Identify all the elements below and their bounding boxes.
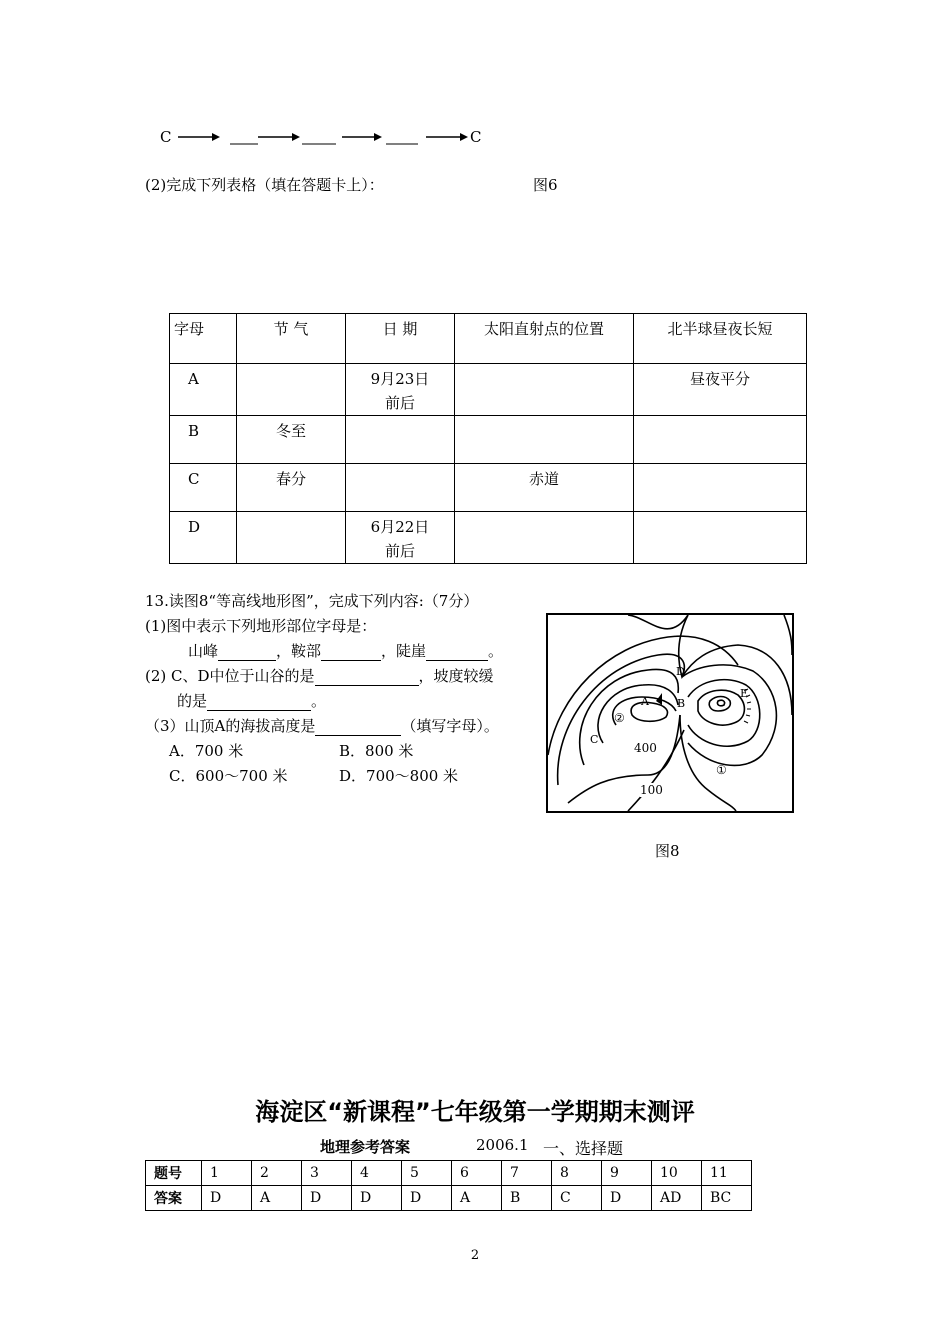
cell-position [455,416,634,464]
cell-position [455,364,634,416]
contour-label-100: 100 [640,783,663,797]
table-row [170,464,807,512]
q13-part2: (2) C、D中位于山谷的是 ，坡度较缓 [145,667,494,685]
cell-position: 赤道 [455,464,634,512]
cell-term [237,364,346,416]
q13-part1-items: 山峰 ，鞍部 ，陡崖 。 [188,642,504,660]
q12-part2-text: (2)完成下列表格（填在答题卡上）： [145,176,384,194]
number-cell: 1 [202,1161,252,1186]
answer-value-row [146,1186,752,1211]
answer-section-heading: 一、选择题 [543,1139,624,1158]
cell-letter: C [170,464,237,512]
number-cell: 3 [302,1161,352,1186]
figure-8-caption: 图8 [655,842,680,860]
answer-cell: AD [652,1186,702,1211]
answer-cell: B [502,1186,552,1211]
answer-cell: C [552,1186,602,1211]
cell-daylength [634,464,807,512]
page-number: 2 [470,1248,480,1263]
option-d: D．700～800 米 [339,767,459,785]
header-position: 太阳直射点的位置 [455,314,634,364]
answer-number-row [146,1161,752,1186]
cell-letter: D [170,512,237,564]
number-cell: 6 [452,1161,502,1186]
option-c: C．600～700 米 [169,767,288,785]
number-cell: 4 [352,1161,402,1186]
answer-date: 2006.1 [476,1136,529,1154]
arrow-sequence [160,128,500,148]
contour-label-400: 400 [634,741,657,755]
cell-date: 6月22日 前后 [346,512,455,564]
answer-cell: D [302,1186,352,1211]
q13-intro: 13.读图8“等高线地形图”，完成下列内容:（7分） [145,592,479,610]
map-label-b: B [677,697,686,710]
number-cell: 7 [502,1161,552,1186]
map-label-c: C [590,733,599,746]
contour-map [546,613,794,813]
answer-table [145,1160,752,1211]
cell-position [455,512,634,564]
number-cell: 11 [702,1161,752,1186]
cell-letter: A [170,364,237,416]
cell-letter: B [170,416,237,464]
number-cell: 5 [402,1161,452,1186]
contour-lines [548,615,792,811]
cell-term [237,512,346,564]
answer-cell: A [452,1186,502,1211]
table-row [170,512,807,564]
cell-daylength: 昼夜平分 [634,364,807,416]
cell-daylength [634,512,807,564]
answer-cell: A [252,1186,302,1211]
number-cell: 2 [252,1161,302,1186]
answer-section-title: 海淀区“新课程”七年级第一学期期末测评 [255,1098,695,1126]
map-label-e: E [740,687,749,700]
map-label-a: A [641,695,649,708]
cell-term: 春分 [237,464,346,512]
answer-cell: D [402,1186,452,1211]
solar-terms-table [169,313,807,564]
row-header-answer: 答案 [146,1186,202,1211]
answer-cell: D [202,1186,252,1211]
table-row [170,416,807,464]
row-header-number: 题号 [146,1161,202,1186]
header-date: 日 期 [346,314,455,364]
cell-date [346,416,455,464]
q13-part1: (1)图中表示下列地形部位字母是： [145,617,377,635]
answer-subtitle: 地理参考答案 [320,1138,411,1156]
answer-cell: D [352,1186,402,1211]
q13-part3: （3）山顶A的海拔高度是 （填写字母）。 [145,717,499,735]
sequence-start: C [160,128,172,146]
answer-cell: D [602,1186,652,1211]
table-header-row [170,314,807,364]
cell-date: 9月23日 前后 [346,364,455,416]
header-term: 节 气 [237,314,346,364]
figure-6-label: 图6 [533,176,558,194]
option-a: A．700 米 [169,742,244,760]
number-cell: 9 [602,1161,652,1186]
number-cell: 10 [652,1161,702,1186]
map-label-circled-2: ② [614,711,625,725]
sequence-arrows [160,128,500,148]
cell-daylength [634,416,807,464]
cell-term: 冬至 [237,416,346,464]
q13-part2-cont: 的是 。 [177,692,327,710]
option-b: B．800 米 [339,742,414,760]
sequence-end: C [470,128,482,146]
map-label-d: D [676,665,685,678]
table-row [170,364,807,416]
map-label-circled-1: ① [716,763,727,777]
header-daylength: 北半球昼夜长短 [634,314,807,364]
number-cell: 8 [552,1161,602,1186]
header-letter: 字母 [170,314,237,364]
cell-date [346,464,455,512]
answer-cell: BC [702,1186,752,1211]
